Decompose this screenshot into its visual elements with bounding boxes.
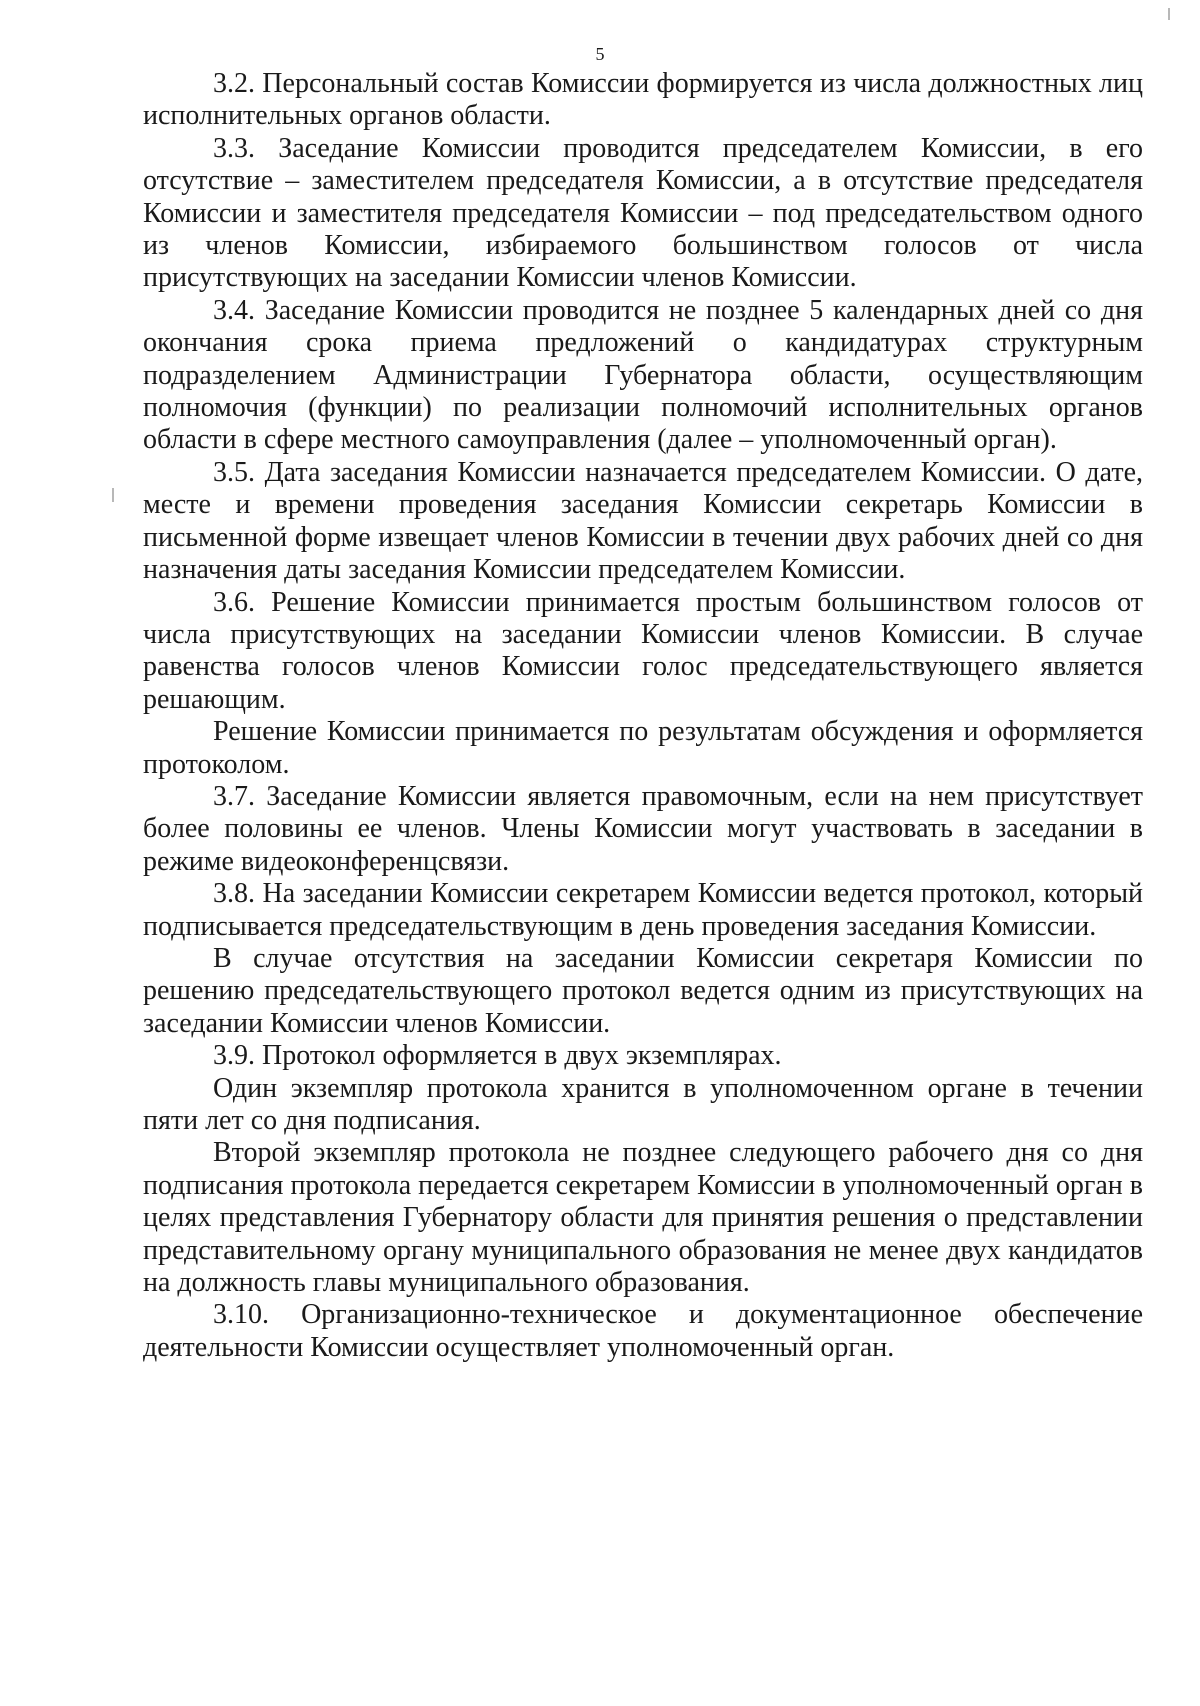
page-number: 5	[595, 44, 605, 64]
document-body	[143, 68, 1143, 1364]
paragraph-3-5: 3.5. Дата заседания Комиссии назначается председателем Комиссии. О дате, месте и времени проведения заседания Комиссии секретарь Комиссии в письменной форме извещает членов Комиссии в течении двух рабочих дней со дня назначения даты заседания Комиссии председателем Комиссии.	[143, 456, 1143, 586]
paragraph-3-8: 3.8. На заседании Комиссии секретарем Комиссии ведется протокол, который подписывается председательствующим в день проведения заседания Комиссии.	[143, 878, 1143, 942]
paragraph-3-10: 3.10. Организационно-техническое и документационное обеспечение деятельности Комиссии осуществляет уполномоченный орган.	[143, 1299, 1143, 1363]
scan-artifact	[112, 488, 114, 502]
paragraph-3-3: 3.3. Заседание Комиссии проводится председателем Комиссии, в его отсутствие – заместителем председателя Комиссии, а в отсутствие председателя Комиссии и заместителя председателя Комиссии – под председательством одного из членов Комиссии, избираемого большинством голосов от числа присутствующих на заседании Комиссии членов Комиссии.	[143, 132, 1143, 294]
paragraph-3-2: 3.2. Персональный состав Комиссии формируется из числа должностных лиц исполнительных органов области.	[143, 68, 1143, 132]
scan-artifact	[1168, 8, 1170, 20]
paragraph-3-7: 3.7. Заседание Комиссии является правомочным, если на нем присутствует более половины ее членов. Члены Комиссии могут участвовать в заседании в режиме видеоконференцсвязи.	[143, 780, 1143, 877]
paragraph-3-9-second-copy: Второй экземпляр протокола не позднее следующего рабочего дня со дня подписания протокола передается секретарем Комиссии в уполномоченный орган в целях представления Губернатору области для принятия решения о представлении представительному органу муниципального образования не менее двух кандидатов на должность главы муниципального образования.	[143, 1137, 1143, 1299]
paragraph-3-9: 3.9. Протокол оформляется в двух экземплярах.	[213, 1040, 782, 1072]
paragraph-3-6-decision: Решение Комиссии принимается по результатам обсуждения и оформляется протоколом.	[143, 716, 1143, 780]
paragraph-3-8-absence: В случае отсутствия на заседании Комиссии секретаря Комиссии по решению председательствующего протокол ведется одним из присутствующих на заседании Комиссии членов Комиссии.	[143, 942, 1143, 1039]
paragraph-3-6: 3.6. Решение Комиссии принимается простым большинством голосов от числа присутствующих на заседании Комиссии членов Комиссии. В случае равенства голосов членов Комиссии голос председательствующего является решающим.	[143, 586, 1143, 715]
paragraph-3-9-first-copy: Один экземпляр протокола хранится в уполномоченном органе в течении пяти лет со дня подписания.	[143, 1072, 1143, 1136]
paragraph-3-4: 3.4. Заседание Комиссии проводится не позднее 5 календарных дней со дня окончания срока приема предложений о кандидатурах структурным подразделением Администрации Губернатора области, осуществляющим полномочия (функции) по реализации полномочий исполнительных органов области в сфере местного самоуправления (далее – уполномоченный орган).	[143, 294, 1143, 456]
